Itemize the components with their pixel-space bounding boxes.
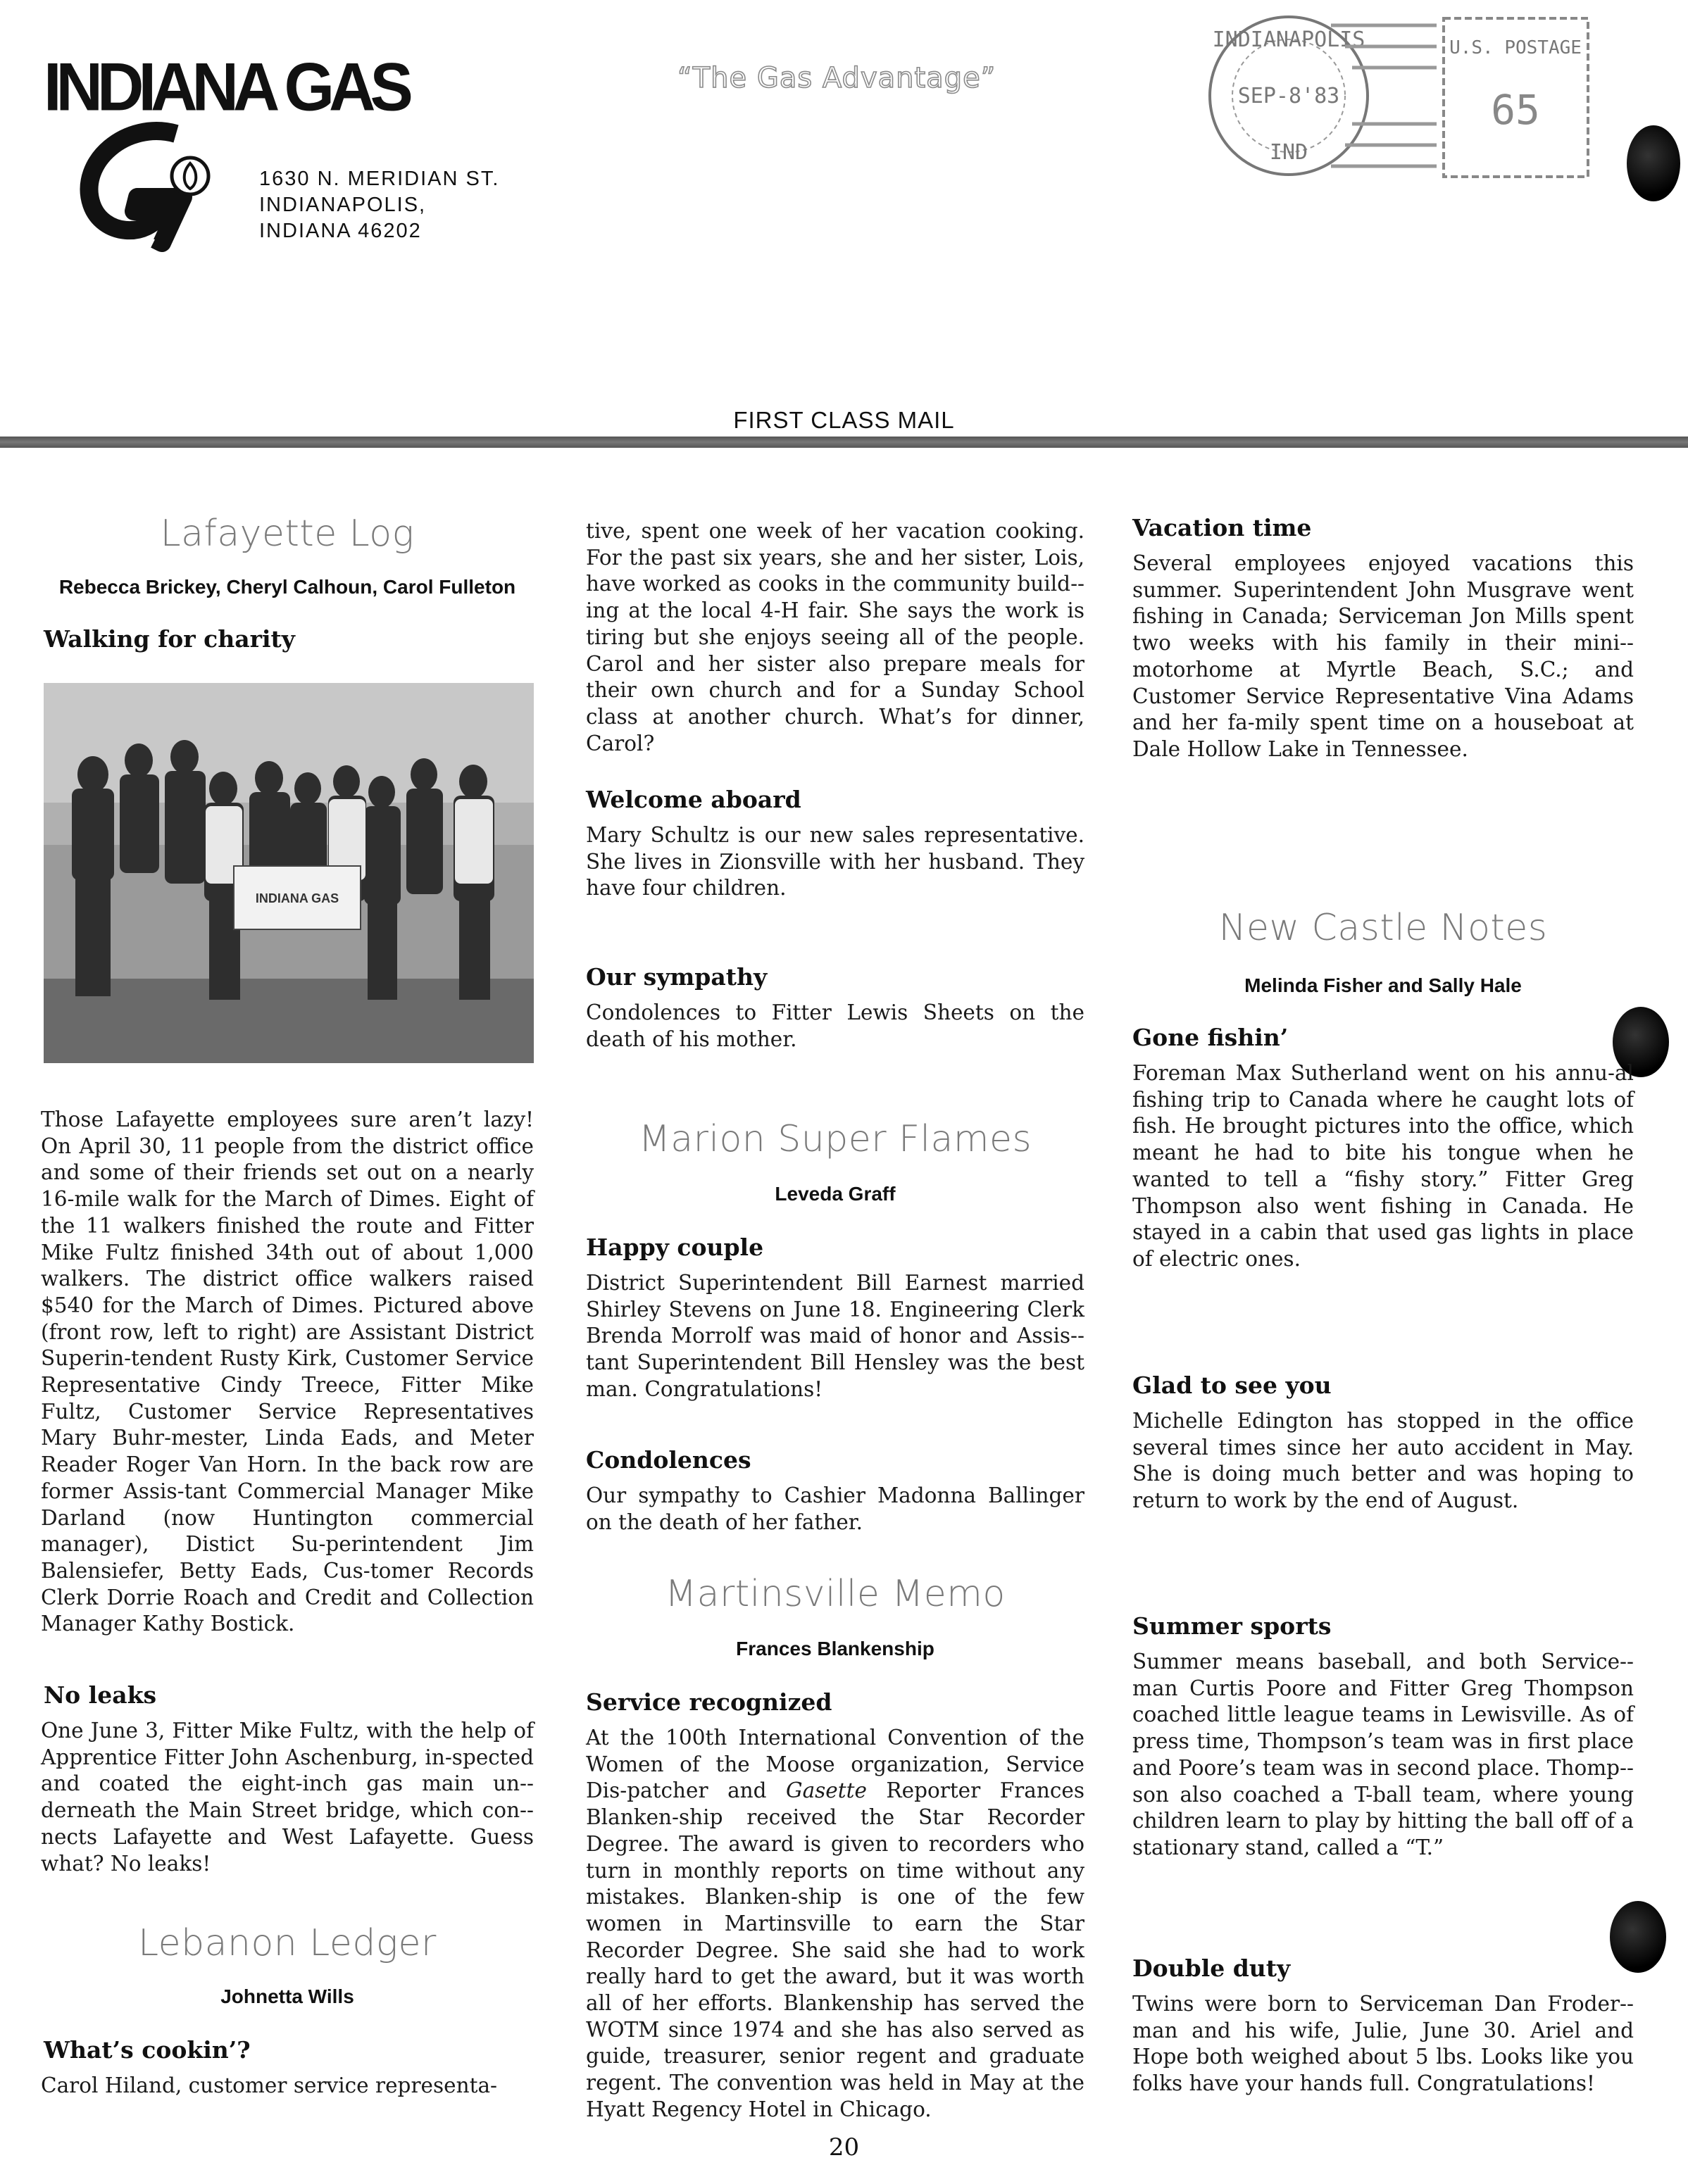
fishin-headline: Gone fishin’ <box>1132 1024 1289 1051</box>
newcastle-byline: Melinda Fisher and Sally Hale <box>1244 974 1522 996</box>
postmark-state: IND <box>1269 140 1308 165</box>
logo-wordmark: INDIANA GAS <box>44 49 408 125</box>
walkers-group-photo <box>44 683 534 1063</box>
service-headline: Service recognized <box>586 1688 832 1716</box>
welcome-body: Mary Schultz is our new sales representative. She lives in Zionsville with her husband. They have four children. <box>586 823 1084 900</box>
postage-label: U.S. POSTAGE <box>1449 37 1582 58</box>
mail-class-label: FIRST CLASS MAIL <box>733 407 955 433</box>
marion-byline: Leveda Graff <box>775 1183 896 1205</box>
fishin-body: Foreman Max Sutherland went on his annu-al fishing trip to Canada where he caught lots of fish. He brought pictures into the office, which meant he had to bite his tongue when he wanted to tell a “fishy story.” Fitter Greg Thompson also went fishing in Canada. He stayed in a cabin that used gas lights in place of electric ones. <box>1132 1061 1634 1271</box>
postmark-stamp <box>1183 4 1606 194</box>
sympathy-body: Condolences to Fitter Lewis Sheets on the death of his mother. <box>586 1000 1084 1051</box>
service-body <box>586 1725 1084 2123</box>
martinsville-byline: Frances Blankenship <box>736 1638 934 1659</box>
address-line: INDIANAPOLIS, <box>259 194 427 216</box>
twins-headline: Double duty <box>1132 1954 1291 1982</box>
glad-headline: Glad to see you <box>1132 1372 1332 1399</box>
lafayette-byline: Rebecca Brickey, Cheryl Calhoun, Carol Fulleton <box>58 576 516 598</box>
newcastle-section-title: New Castle Notes <box>1218 907 1548 949</box>
postage-amount: 65 <box>1491 86 1540 134</box>
cookin-body-start: Carol Hiland, customer service representa- <box>41 2073 498 2097</box>
address-line: 1630 N. MERIDIAN ST. <box>259 168 500 190</box>
gasette-title: Gasette <box>786 1778 867 1803</box>
martinsville-section-title: Martinsville Memo <box>665 1573 1006 1615</box>
tagline: “The Gas Advantage” <box>677 62 996 94</box>
company-address <box>259 166 499 244</box>
couple-headline: Happy couple <box>586 1234 764 1261</box>
vacation-body: Several employees enjoyed vacations this summer. Superintendent John Musgrave went fishing in Canada; Serviceman Jon Mills spent two weeks with his family in their mini-motorhome at Myrtle Beach, S.C.; and Customer Service Representative Vina Adams and her fa-mily spent time on a houseboat at Dale Hollow Lake in Tennessee. <box>1132 551 1634 761</box>
condolences-body: Our sympathy to Cashier Madonna Ballinger on the death of her father. <box>586 1483 1084 1534</box>
lebanon-section-title: Lebanon Ledger <box>138 1922 437 1964</box>
marion-section-title: Marion Super Flames <box>638 1118 1032 1160</box>
sports-body: Summer means baseball, and both Service-man Curtis Poore and Fitter Greg Thompson coached little league teams in Lewisville. As of press time, Thompson’s team was in first place and Poore’s team was in second place. Thomp-son also coached a T-ball team, where young children learn to play by hitting the ball off of a stationary stand, called a “T.” <box>1132 1650 1634 1859</box>
postmark-city: INDIANAPOLIS <box>1212 27 1365 52</box>
sympathy-headline: Our sympathy <box>586 963 768 991</box>
welcome-headline: Welcome aboard <box>586 786 801 813</box>
glad-body: Michelle Edington has stopped in the office several times since her auto accident in May. She is doing much better and was hoping to return to work by the end of August. <box>1132 1409 1634 1513</box>
couple-body: District Superintendent Bill Earnest married Shirley Stevens on June 18. Engineering Clerk Brenda Morrolf was maid of honor and Assis-tant Superintendent Bill Hensley was the best man. Congratulations! <box>586 1271 1084 1401</box>
gas-flame-logo-icon <box>70 120 211 253</box>
page-number: 20 <box>828 2133 860 2161</box>
service-body-part: Reporter Frances Blanken-ship received the Star Recorder Degree. The award is given to recorders who turn in monthly reports on time without any mistakes. Blanken-ship is one of the few women in Martinsville to earn the Star Recorder Degree. She said she had to work really hard to get the award, but it was worth all of her efforts. Blankenship has served the WOTM since 1974 and she has also served as guide, treasurer, senior regent and graduate regent. The convention was held in May at the Hyatt Regency Hotel in Chicago. <box>586 1778 1084 2121</box>
postmark-date: SEP-8'83 <box>1237 84 1340 108</box>
header-divider <box>0 437 1688 448</box>
cookin-headline: What’s cookin’? <box>44 2036 251 2064</box>
lebanon-byline: Johnetta Wills <box>220 1985 354 2007</box>
photo-banner-text: INDIANA GAS <box>255 891 339 905</box>
leaks-body: One June 3, Fitter Mike Fultz, with the help of Apprentice Fitter John Aschenburg, in-spected and coated the eight-inch gas main un-derneath the Main Street bridge, which con-nects Lafayette and West Lafayette. Guess what? No leaks! <box>41 1719 534 1876</box>
condolences-headline: Condolences <box>586 1446 751 1474</box>
cookin-body-continued: tive, spent one week of her vacation cooking. For the past six years, she and her sister, Lois, have worked as cooks in the community build-ing at the local 4-H fair. She says the work is tiring but she enjoys seeing all of the people. Carol and her sister also prepare meals for their own church and for a Sunday School class at another church. What’s for dinner, Carol? <box>586 519 1084 755</box>
twins-body: Twins were born to Serviceman Dan Froder-man and his wife, Julie, June 30. Ariel and Hope both weighed about 5 lbs. Looks like you folks have your hands full. Congratulations! <box>1132 1992 1634 2096</box>
service-body-part: At the 100th International Convention of the Women of the Moose organization, Service Dis-patcher and <box>586 1726 1084 1803</box>
sports-headline: Summer sports <box>1132 1612 1332 1640</box>
lafayette-section-title: Lafayette Log <box>160 513 415 555</box>
walking-headline: Walking for charity <box>44 625 295 653</box>
binder-hole-icon <box>1627 125 1680 201</box>
walking-body: Those Lafayette employees sure aren’t lazy! On April 30, 11 people from the district office and some of their friends set out on a nearly 16-mile walk for the March of Dimes. Eight of the 11 walkers finished the route and Fitter Mike Fultz finished 34th out of about 1,000 walkers. The district office walkers raised $540 for the March of Dimes. Pictured above (front row, left to right) are Assistant District Superin-tendent Rusty Kirk, Customer Service Representative Cindy Treece, Fitter Mike Fultz, Customer Service Representatives Mary Buhr-mester, Linda Eads, and Meter Reader Roger Van Horn. In the back row are former Assis-tant Commercial Manager Mike Darland (now Huntington commercial manager), Distict Su-perintendent Jim Balensiefer, Betty Eads, Cus-tomer Records Clerk Dorrie Roach and Credit and Collection Manager Kathy Bostick. <box>41 1107 534 1636</box>
vacation-headline: Vacation time <box>1132 514 1312 541</box>
address-line: INDIANA 46202 <box>259 220 422 242</box>
leaks-headline: No leaks <box>44 1681 157 1709</box>
